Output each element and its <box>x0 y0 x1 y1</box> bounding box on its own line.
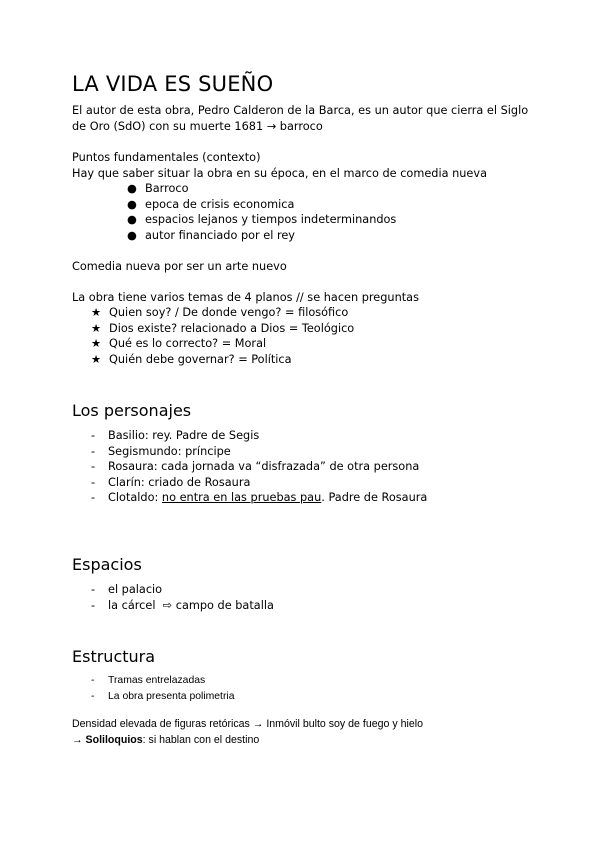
list-item-text: La obra presenta polimetria <box>108 690 235 702</box>
list-item-text: Qué es lo correcto? = Moral <box>109 337 267 351</box>
list-item <box>91 305 354 321</box>
list-item-text: Dios existe? relacionado a Dios = Teológico <box>109 321 355 335</box>
espacios-heading: Espacios <box>72 555 142 574</box>
intro-line-1: El autor de esta obra, Pedro Calderon de la Barca, es un autor que cierra el Siglo <box>72 104 529 117</box>
list-item-text: Quien soy? / De donde vengo? = filosófico <box>109 306 349 319</box>
list-item <box>91 673 235 689</box>
list-item <box>91 689 235 705</box>
dash-bullet-icon: - <box>91 475 96 489</box>
list-item-text: Clarín: criado de Rosaura <box>108 475 251 489</box>
dash-bullet-icon: - <box>91 491 96 505</box>
list-item-text: Barroco <box>145 182 189 195</box>
list-item-text: epoca de crisis economica <box>145 197 295 211</box>
star-icon: ★ <box>91 337 102 351</box>
dash-bullet-icon: - <box>91 583 96 596</box>
puntos-lead: Hay que saber situar la obra en su época, en el marco de comedia nueva <box>72 167 487 180</box>
comedia-line: Comedia nueva por ser un arte nuevo <box>72 260 287 273</box>
list-item <box>91 444 427 460</box>
dash-bullet-icon: - <box>91 675 95 686</box>
star-icon: ★ <box>91 321 102 335</box>
arrow-right-icon: → <box>72 734 86 746</box>
dash-bullet-icon: - <box>91 444 96 458</box>
temas-list <box>91 305 354 367</box>
list-item-text: Tramas entrelazadas <box>108 675 206 686</box>
list-item <box>127 228 396 244</box>
list-item-text: el palacio <box>108 583 163 596</box>
densidad-rest: : si hablan con el destino <box>142 734 260 746</box>
list-item <box>91 475 427 491</box>
personajes-heading: Los personajes <box>72 401 192 420</box>
list-item <box>91 428 427 444</box>
densidad-line-1: Densidad elevada de figuras retóricas → Inmóvil bulto soy de fuego y hielo <box>72 718 423 730</box>
dash-bullet-icon: - <box>91 690 95 702</box>
list-item <box>91 352 354 368</box>
dash-bullet-icon: - <box>91 460 96 474</box>
bullet-dot-icon: ● <box>127 228 137 242</box>
list-item-text: campo de batalla <box>175 598 274 612</box>
list-item-text: Basilio: rey. Padre de Segis <box>108 429 260 442</box>
star-icon: ★ <box>91 352 102 366</box>
list-item-text: la cárcel <box>108 598 156 612</box>
clotaldo-underlined-note: no entra en las pruebas pau <box>161 491 322 505</box>
list-item-text: autor financiado por el rey <box>145 228 295 242</box>
list-item <box>91 459 427 475</box>
list-item-text: Quién debe governar? = Política <box>109 352 292 366</box>
list-item-text: espacios lejanos y tiempos indeterminandos <box>145 213 397 227</box>
star-icon: ★ <box>91 306 102 319</box>
clotaldo-label: Clotaldo: <box>108 491 162 505</box>
list-item <box>91 490 427 506</box>
list-item <box>127 197 396 213</box>
list-item-text: Segismundo: príncipe <box>108 444 231 458</box>
dash-bullet-icon: - <box>91 429 96 442</box>
list-item-text: Rosaura: cada jornada va “disfrazada” de otra persona <box>108 460 420 474</box>
bullet-dot-icon: ● <box>127 213 137 227</box>
puntos-heading: Puntos fundamentales (contexto) <box>72 151 261 164</box>
intro-line-2: de Oro (SdO) con su muerte 1681 → barroco <box>72 120 323 133</box>
list-item <box>127 212 396 228</box>
dash-bullet-icon: - <box>91 598 96 612</box>
estructura-list <box>91 673 235 704</box>
temas-lead: La obra tiene varios temas de 4 planos // se hacen preguntas <box>72 291 419 304</box>
personajes-list <box>91 428 427 506</box>
clotaldo-rest: . Padre de Rosaura <box>321 491 428 505</box>
bullet-dot-icon: ● <box>127 197 137 211</box>
page-title: LA VIDA ES SUEÑO <box>72 72 274 96</box>
list-item <box>91 598 274 614</box>
densidad-line-2 <box>72 733 259 749</box>
espacios-list <box>91 582 274 613</box>
bullet-dot-icon: ● <box>127 182 137 195</box>
soliloquios-term: Soliloquios <box>85 734 143 746</box>
list-item <box>91 582 274 598</box>
arrow-right-icon: ⇨ <box>162 598 173 612</box>
estructura-heading: Estructura <box>72 647 156 666</box>
puntos-list <box>127 181 396 243</box>
list-item <box>91 321 354 337</box>
list-item <box>127 181 396 197</box>
list-item <box>91 336 354 352</box>
